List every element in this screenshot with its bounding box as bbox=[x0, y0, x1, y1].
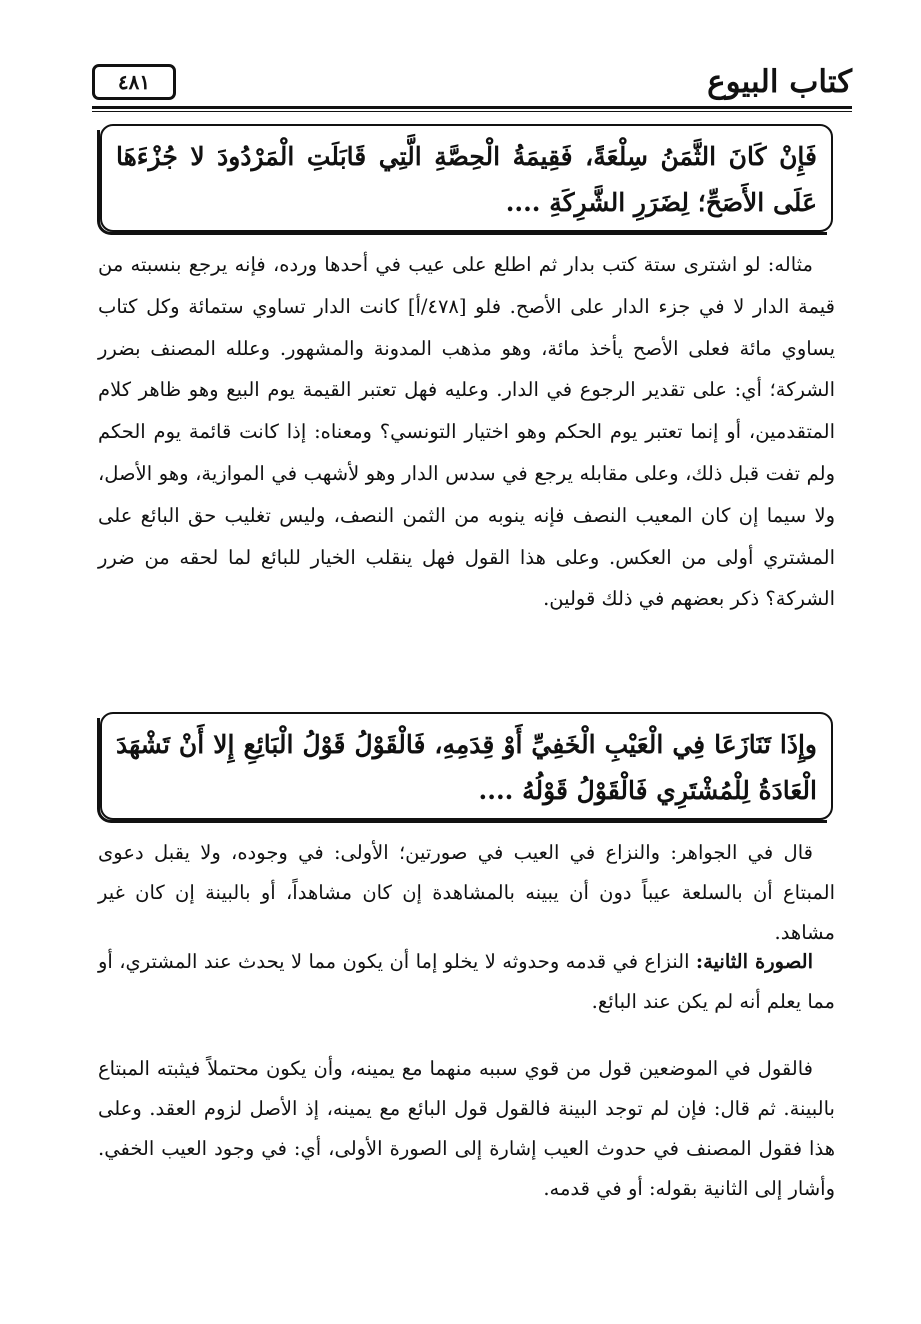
commentary-text-1: مثاله: لو اشترى ستة كتب بدار ثم اطلع على عيب في أحدها ورده، فإنه يرجع بنسبته من قيمة الدار لا في جزء الدار على الأصح. فلو [٤٧٨/أ] كانت الدار تساوي ستمائة وكل كتاب يساوي مائة فعلى الأصح يأخذ مائة، وهو مذهب المدونة والمشهور. وعلله المصنف بضرر الشركة؛ أي: على تقدير الرجوع في الدار. وعليه فهل تعتبر القيمة يوم البيع وهو ظاهر كلام المتقدمين، أو إنما تعتبر يوم الحكم وهو اختيار التونسي؟ ومعناه: إذا كانت قائمة يوم الحكم ولم تفت قبل ذلك، وعلى مقابله يرجع في سدس الدار وهو لأشهب في الموازية، وهو الأصل، ولا سيما إن كان المعيب النصف فإنه ينوبه من الثمن النصف، وليس تغليب حق البائع على المشتري أولى من العكس. وعلى هذا القول فهل ينقلب الخيار للبائع لما لحقه من ضرر الشركة؟ ذكر بعضهم في ذلك قولين. bbox=[98, 253, 835, 611]
commentary-lead-3: الصورة الثانية: bbox=[695, 950, 813, 973]
commentary-paragraph-1 bbox=[98, 244, 835, 620]
matn-text-1: فَإِنْ كَانَ الثَّمَنُ سِلْعَةً، فَقِيمَةُ الْحِصَّةِ الَّتِي قَابَلَتِ الْمَرْدُودَ لا جُزْءَهَا عَلَى الأَصَحِّ؛ لِضَرَرِ الشَّرِكَةِ .... bbox=[116, 142, 817, 217]
matn-box-2 bbox=[100, 712, 833, 820]
commentary-text-2: قال في الجواهر: والنزاع في العيب في صورتين؛ الأولى: في وجوده، ولا يقبل دعوى المبتاع أن بالسلعة عيباً دون أن يبينه بالمشاهدة إن كان مشاهداً، أو بالبينة إن كان غير مشاهد. bbox=[98, 841, 835, 944]
commentary-paragraph-4 bbox=[98, 1049, 835, 1209]
page-number: ٤٨١ bbox=[92, 64, 176, 100]
header-rule bbox=[92, 106, 852, 109]
commentary-text-4: فالقول في الموضعين قول من قوي سببه منهما مع يمينه، وأن يكون محتملاً فيثبته المبتاع بالبينة. ثم قال: فإن لم توجد البينة فالقول قول البائع مع يمينه، إذ الأصل لزوم العقد. وعلى هذا فقول المصنف في حدوث العيب إشارة إلى الصورة الأولى، أي: في وجود العيب الخفي. وأشار إلى الثانية بقوله: أو في قدمه. bbox=[98, 1057, 835, 1200]
commentary-text-3: النزاع في قدمه وحدوثه لا يخلو إما أن يكون مما لا يحدث عند المشتري، أو مما يعلم أنه لم يكن عند البائع. bbox=[98, 950, 835, 1013]
page-header bbox=[92, 62, 852, 112]
chapter-title: كتاب البيوع bbox=[707, 64, 852, 100]
commentary-paragraph-3-body bbox=[98, 942, 835, 1022]
commentary-paragraph-2 bbox=[98, 833, 835, 953]
commentary-paragraph-3 bbox=[98, 942, 835, 1022]
matn-box-1 bbox=[100, 124, 833, 232]
matn-text-2: وإِذَا تَنَازَعَا فِي الْعَيْبِ الْخَفِيِّ أَوْ قِدَمِهِ، فَالْقَوْلُ قَوْلُ الْبَائِعِ إِلا أَنْ تَشْهَدَ الْعَادَةُ لِلْمُشْتَرِي فَالْقَوْلُ قَوْلُهُ .... bbox=[116, 730, 817, 805]
header-rule-thin bbox=[92, 111, 852, 112]
